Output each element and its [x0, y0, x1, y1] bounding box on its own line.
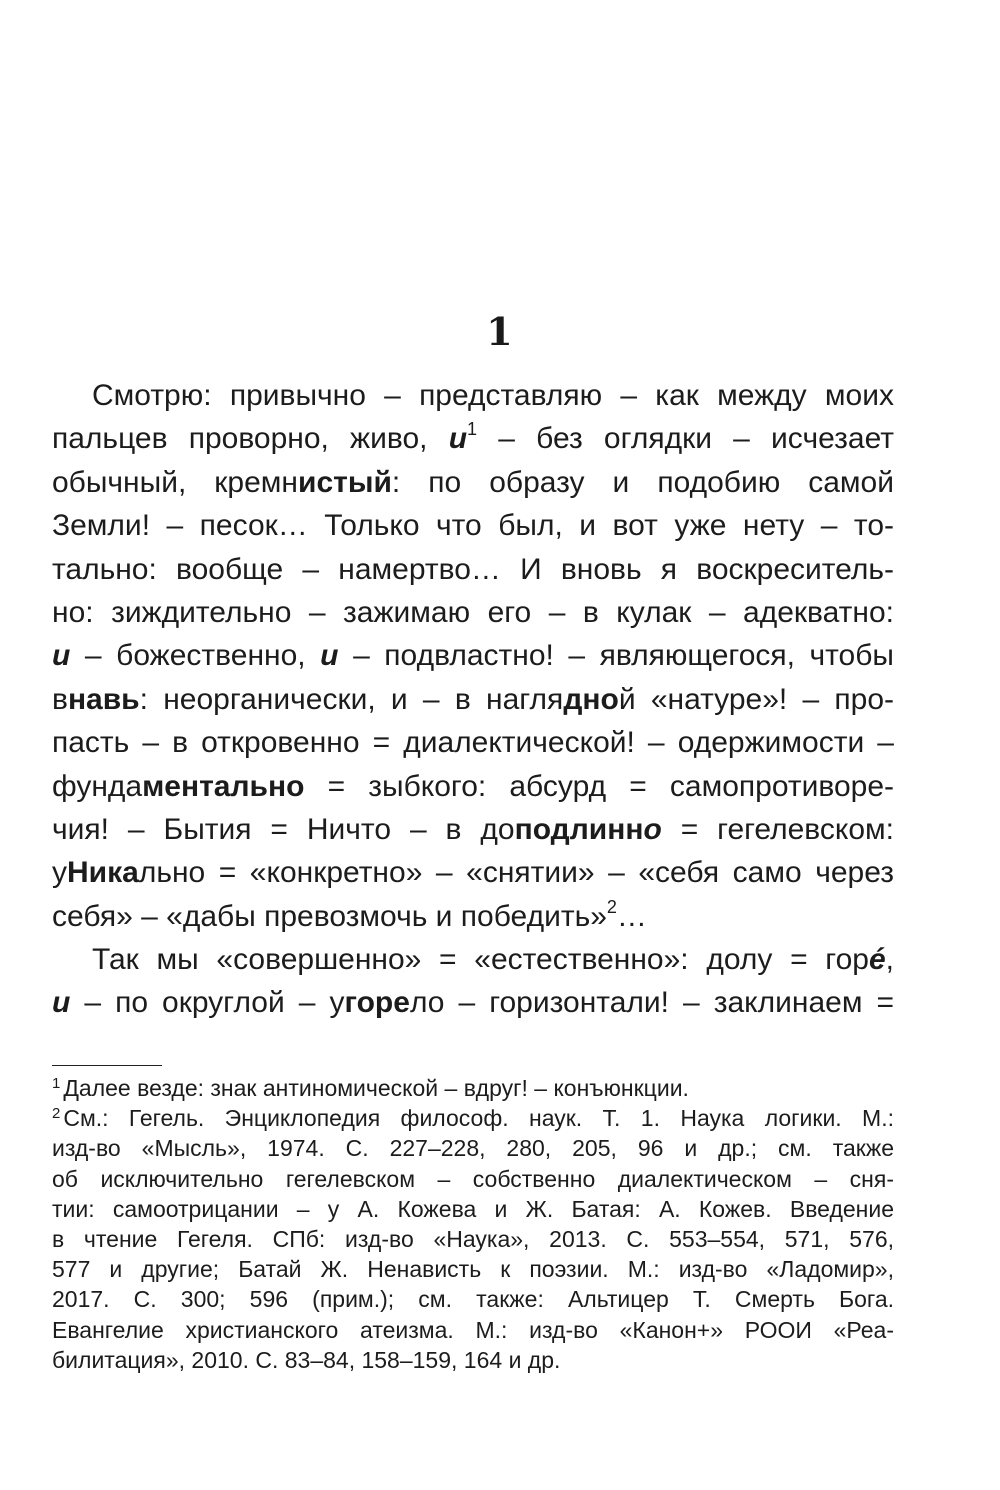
footnotes	[52, 1073, 894, 1375]
text-run: пальцев проворно, живо,	[52, 422, 428, 456]
footnote-text: 577 и другие; Батай Ж. Ненависть к поэзии. М.: изд-во «Ладомир»,	[52, 1256, 894, 1283]
emphasis-run: горе	[344, 986, 410, 1020]
text-run: обычный, кремн	[52, 465, 298, 499]
text-line	[52, 808, 894, 851]
text-line	[52, 548, 894, 591]
text-line	[52, 981, 894, 1024]
text-run: : неорганически, и – в нагля	[139, 682, 564, 716]
text-run: ,	[885, 943, 894, 977]
text-line	[52, 374, 894, 417]
text-run: но: зиждительно – зажимаю его – в кулак – адекватно:	[52, 595, 894, 629]
text-run: тально: вообще – намертво… И вновь я воскреситель-	[52, 552, 894, 586]
text-line	[52, 938, 894, 981]
text-line	[52, 678, 894, 721]
text-run: Так мы «совершенно» = «естественно»: долу = гор	[92, 943, 869, 977]
text-run: в	[52, 682, 68, 716]
footnote-line	[52, 1284, 894, 1314]
text-run: фунда	[52, 769, 143, 803]
emphasis-run: ментально	[142, 769, 305, 803]
text-line	[52, 591, 894, 634]
footnote-line	[52, 1254, 894, 1284]
emphasis-run: о	[643, 812, 662, 846]
emphasis-run: подлинн	[514, 812, 644, 846]
chapter-number: 1	[486, 309, 514, 354]
text-run: чия! – Бытия = Ничто – в до	[52, 812, 515, 846]
emphasis-run: é	[868, 943, 886, 977]
text-run: себя» – «дабы превозмочь и победить»	[52, 899, 607, 933]
text-run: – без оглядки – исчезает	[498, 422, 894, 456]
emphasis-run: и	[320, 639, 339, 673]
text-run: у	[52, 856, 67, 890]
footnote-mark: 2	[52, 1105, 61, 1123]
footnote-ref-1[interactable]: 1	[467, 419, 478, 440]
footnote-mark: 1	[52, 1075, 61, 1092]
footnote-text: в чтение Гегеля. СПб: изд-во «Наука», 2013. С. 553–554, 571, 576,	[52, 1225, 894, 1252]
text-run: ло – горизонтали! – заклинаем =	[409, 986, 894, 1020]
emphasis-run: и	[448, 422, 468, 456]
text-run: – подвластно! – являющегося, чтобы	[353, 639, 894, 673]
text-line	[52, 851, 894, 894]
emphasis-run: Ника	[67, 856, 139, 890]
text-run: : по образу и подобию самой	[391, 465, 894, 499]
footnote-text: тии: самоотрицании – у А. Кожева и Ж. Батая: А. Кожев. Введение	[52, 1195, 894, 1222]
text-run: Смотрю: привычно – представляю – как между моих	[92, 379, 894, 412]
footnote-text: билитация», 2010. С. 83–84, 158–159, 164 и др.	[52, 1346, 561, 1373]
text-line	[52, 721, 894, 764]
text-run: й «натуре»! – про-	[618, 682, 894, 716]
footnote-line	[52, 1133, 894, 1163]
footnote-divider	[52, 1065, 162, 1066]
footnote-ref-2[interactable]: 2	[606, 896, 617, 917]
text-run: пасть – в откровенно = диалектической! – одержимости –	[52, 726, 894, 760]
text-run: = зыбкого: абсурд = самопротиворе-	[304, 769, 894, 803]
text-run: – по округлой – у	[70, 986, 345, 1020]
footnote-line	[52, 1224, 894, 1254]
emphasis-run: навь	[67, 682, 140, 716]
footnote-text: Евангелие христианского атеизма. М.: изд-во «Канон+» РООИ «Реа-	[52, 1316, 894, 1343]
text-run: – божественно,	[84, 639, 306, 673]
text-run: = гегелевском:	[661, 812, 894, 846]
text-line	[52, 634, 894, 677]
footnote-line	[52, 1194, 894, 1224]
footnote-text: 2017. С. 300; 596 (прим.); см. также: Альтицер Т. Смерть Бога.	[52, 1286, 894, 1313]
emphasis-run: дно	[563, 682, 619, 716]
footnote-text: об исключительно гегелевском – собственно диалектическом – сня-	[52, 1165, 894, 1192]
footnote-text: Далее везде: знак антиномической – вдруг! – конъюнкции.	[63, 1075, 689, 1101]
text-run: …	[616, 899, 647, 933]
text-run: льно = «конкретно» – «снятии» – «себя само через	[138, 856, 894, 890]
footnote-2	[52, 1103, 894, 1133]
text-line	[52, 461, 894, 504]
text-run: Земли! – песок… Только что был, и вот уже нету – то-	[52, 509, 894, 543]
footnote-line	[52, 1345, 894, 1375]
footnote-line	[52, 1315, 894, 1345]
text-line	[52, 504, 894, 547]
text-line	[52, 765, 894, 808]
emphasis-run: и	[52, 986, 71, 1020]
text-line	[52, 895, 894, 938]
footnote-text: изд-во «Мысль», 1974. С. 227–228, 280, 205, 96 и др.; см. также	[52, 1135, 894, 1162]
footnote-text: См.: Гегель. Энциклопедия философ. наук. Т. 1. Наука логики. М.:	[63, 1105, 894, 1132]
footnote-1	[52, 1073, 894, 1103]
main-text	[52, 374, 894, 1025]
text-line	[52, 417, 894, 460]
emphasis-run: и	[52, 639, 71, 673]
footnote-line	[52, 1164, 894, 1194]
emphasis-run: истый	[298, 465, 392, 499]
